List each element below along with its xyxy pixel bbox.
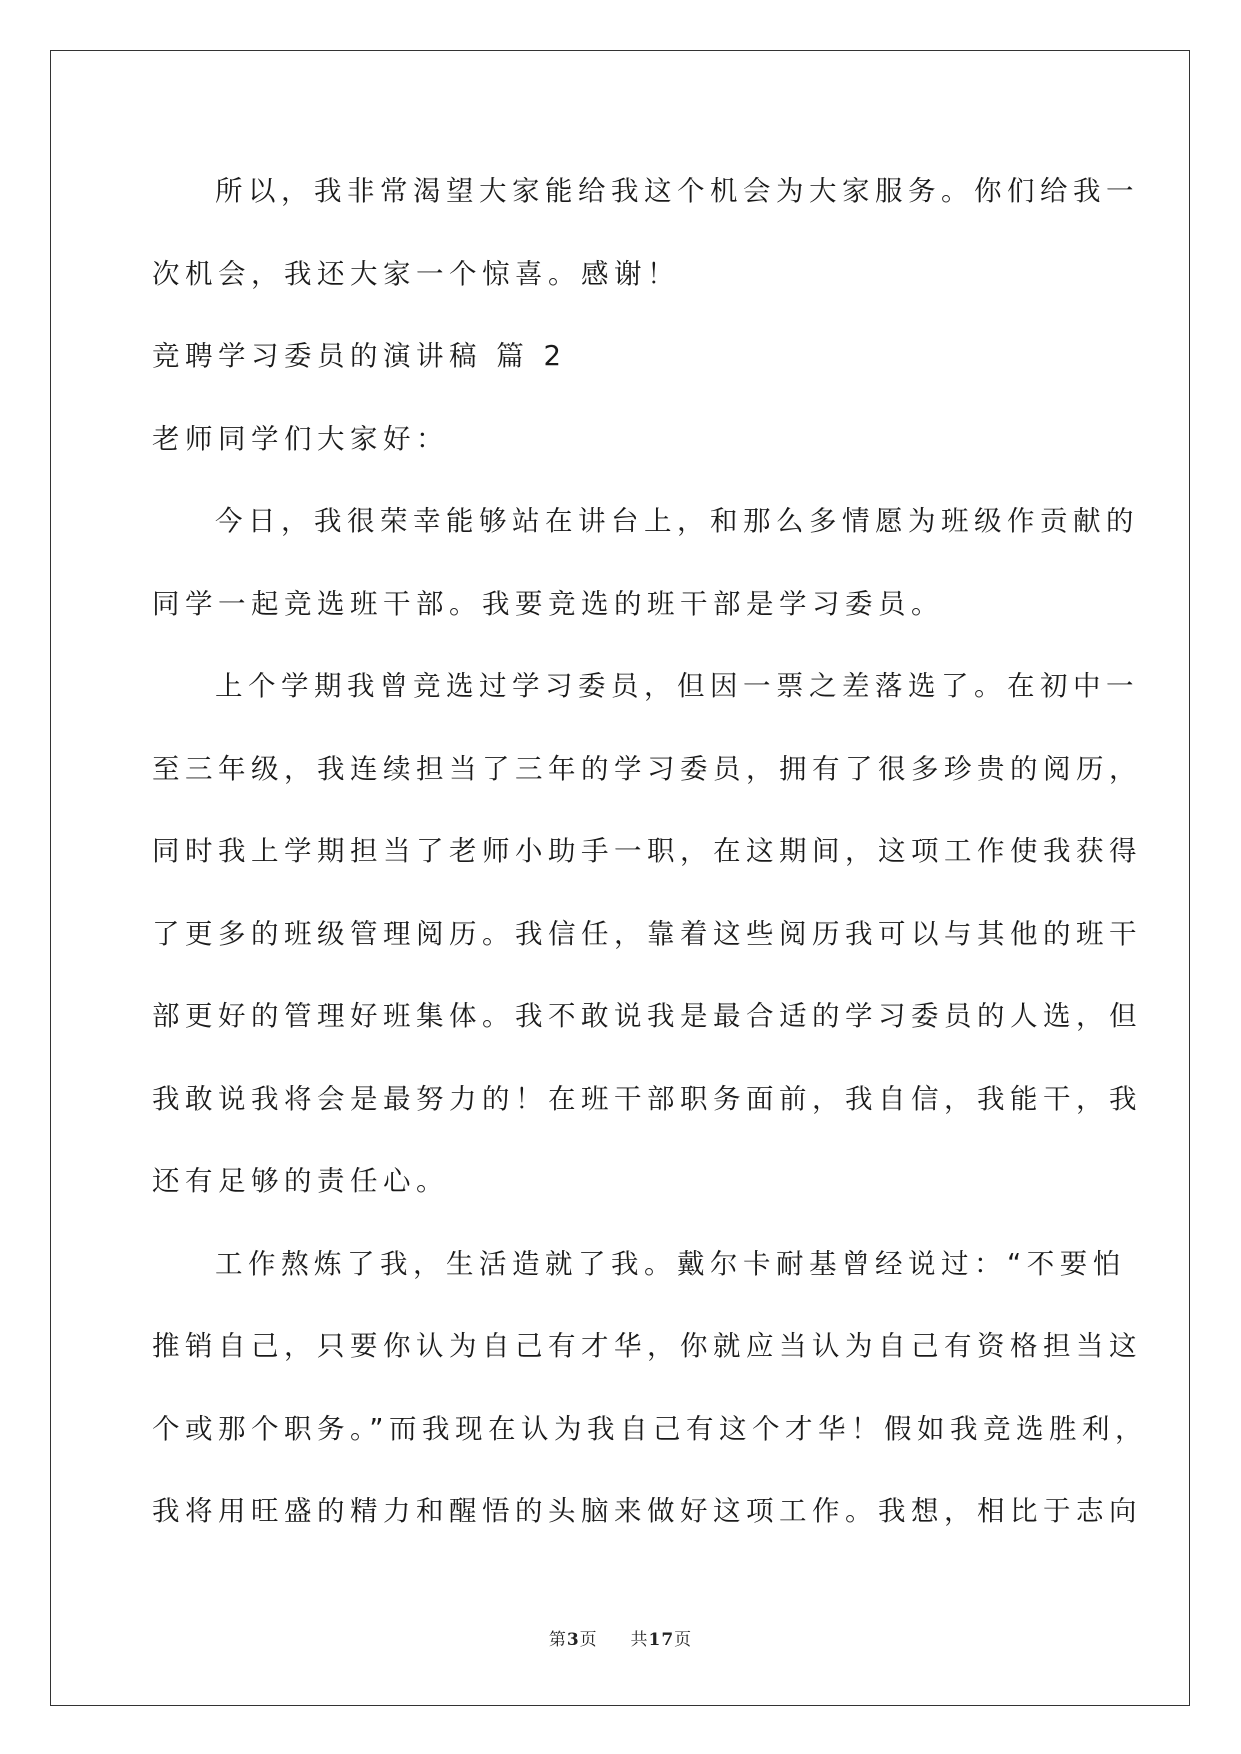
paragraph-line: 同时我上学期担当了老师小助手一职，在这期间，这项工作使我获得 bbox=[152, 835, 1142, 867]
paragraph-line: 推销自己，只要你认为自己有才华，你就应当认为自己有资格担当这 bbox=[152, 1330, 1142, 1362]
paragraph-line: 上个学期我曾竞选过学习委员，但因一票之差落选了。在初中一 bbox=[215, 670, 1139, 702]
paragraph-line: 部更好的管理好班集体。我不敢说我是最合适的学习委员的人选，但 bbox=[152, 1000, 1142, 1032]
paragraph-line: 工作熬炼了我，生活造就了我。戴尔卡耐基曾经说过：“不要怕 bbox=[215, 1247, 1126, 1280]
section-heading: 竞聘学习委员的演讲稿 篇 2 bbox=[152, 340, 567, 372]
current-page-number: 3 bbox=[566, 1630, 580, 1650]
paragraph-line: 我敢说我将会是最努力的！在班干部职务面前，我自信，我能干，我 bbox=[152, 1082, 1142, 1115]
total-page-count: 17 bbox=[648, 1630, 675, 1650]
paragraph-line: 所以，我非常渴望大家能给我这个机会为大家服务。你们给我一 bbox=[215, 175, 1139, 207]
paragraph-line: 了更多的班级管理阅历。我信任，靠着这些阅历我可以与其他的班干 bbox=[152, 917, 1142, 950]
paragraph-line: 次机会，我还大家一个惊喜。感谢！ bbox=[152, 257, 680, 290]
paragraph-line: 我将用旺盛的精力和醒悟的头脑来做好这项工作。我想，相比于志向 bbox=[152, 1495, 1142, 1527]
paragraph-line: 至三年级，我连续担当了三年的学习委员，拥有了很多珍贵的阅历， bbox=[152, 752, 1142, 785]
paragraph-line: 还有足够的责任心。 bbox=[152, 1165, 449, 1197]
document-body bbox=[152, 161, 1148, 1564]
salutation: 老师同学们大家好： bbox=[152, 422, 449, 455]
page-footer bbox=[0, 1625, 1241, 1650]
total-pages-label: 共17页 bbox=[630, 1630, 693, 1650]
paragraph-line: 同学一起竞选班干部。我要竞选的班干部是学习委员。 bbox=[152, 587, 944, 620]
page-number-label: 第3页 bbox=[548, 1630, 598, 1650]
paragraph-line: 个或那个职务。”而我现在认为我自己有这个才华！假如我竞选胜利， bbox=[152, 1412, 1148, 1445]
paragraph-line: 今日，我很荣幸能够站在讲台上，和那么多情愿为班级作贡献的 bbox=[215, 505, 1139, 537]
